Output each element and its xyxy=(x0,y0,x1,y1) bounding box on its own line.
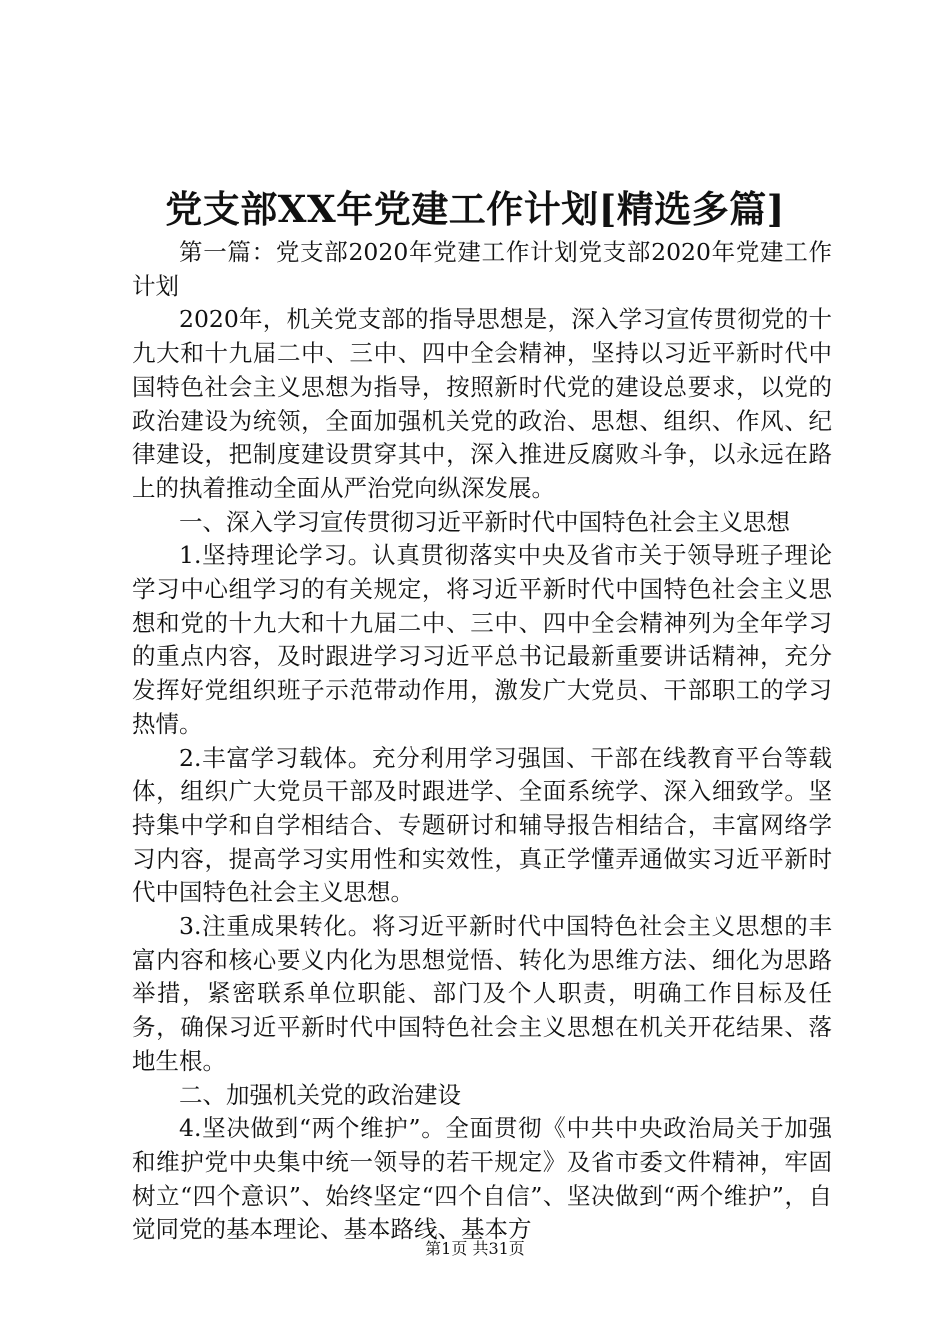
document-body xyxy=(132,236,832,1247)
paragraph-item-2: 2.丰富学习载体。充分利用学习强国、干部在线教育平台等载体，组织广大党员干部及时跟进学、全面系统学、深入细致学。坚持集中学和自学相结合、专题研讨和辅导报告相结合，丰富网络学习内容，提高学习实用性和实效性，真正学懂弄通做实习近平新时代中国特色社会主义思想。 xyxy=(132,743,832,907)
page-number-footer: 第1页 共31页 xyxy=(425,1239,525,1258)
section-heading-2: 二、加强机关党的政治建设 xyxy=(179,1080,461,1109)
section-heading-1: 一、深入学习宣传贯彻习近平新时代中国特色社会主义思想 xyxy=(179,507,790,536)
paragraph-item-1: 1.坚持理论学习。认真贯彻落实中央及省市关于领导班子理论学习中心组学习的有关规定，将习近平新时代中国特色社会主义思想和党的十九大和十九届二中、三中、四中全会精神列为全年学习的重点内容，及时跟进学习习近平总书记最新重要讲话精神，充分发挥好党组织班子示范带动作用，激发广大党员、干部职工的学习热情。 xyxy=(132,541,832,738)
paragraph-guiding-thought: 2020年，机关党支部的指导思想是，深入学习宣传贯彻党的十九大和十九届二中、三中、四中全会精神，坚持以习近平新时代中国特色社会主义思想为指导，按照新时代党的建设总要求，以党的政治建设为统领，全面加强机关党的政治、思想、组织、作风、纪律建设，把制度建设贯穿其中，深入推进反腐败斗争，以永远在路上的执着推动全面从严治党向纵深发展。 xyxy=(132,305,832,502)
document-title: 党支部XX年党建工作计划[精选多篇] xyxy=(165,187,785,231)
paragraph-intro-heading: 第一篇：党支部2020年党建工作计划党支部2020年党建工作计划 xyxy=(132,238,832,300)
paragraph-item-4: 4.坚决做到“两个维护”。全面贯彻《中共中央政治局关于加强和维护党中央集中统一领导的若干规定》及省市委文件精神，牢固树立“四个意识”、始终坚定“四个自信”、坚决做到“两个维护”，自觉同党的基本理论、基本路线、基本方 xyxy=(132,1114,832,1244)
paragraph-item-3: 3.注重成果转化。将习近平新时代中国特色社会主义思想的丰富内容和核心要义内化为思想觉悟、转化为思维方法、细化为思路举措，紧密联系单位职能、部门及个人职责，明确工作目标及任务，确保习近平新时代中国特色社会主义思想在机关开花结果、落地生根。 xyxy=(132,912,832,1075)
